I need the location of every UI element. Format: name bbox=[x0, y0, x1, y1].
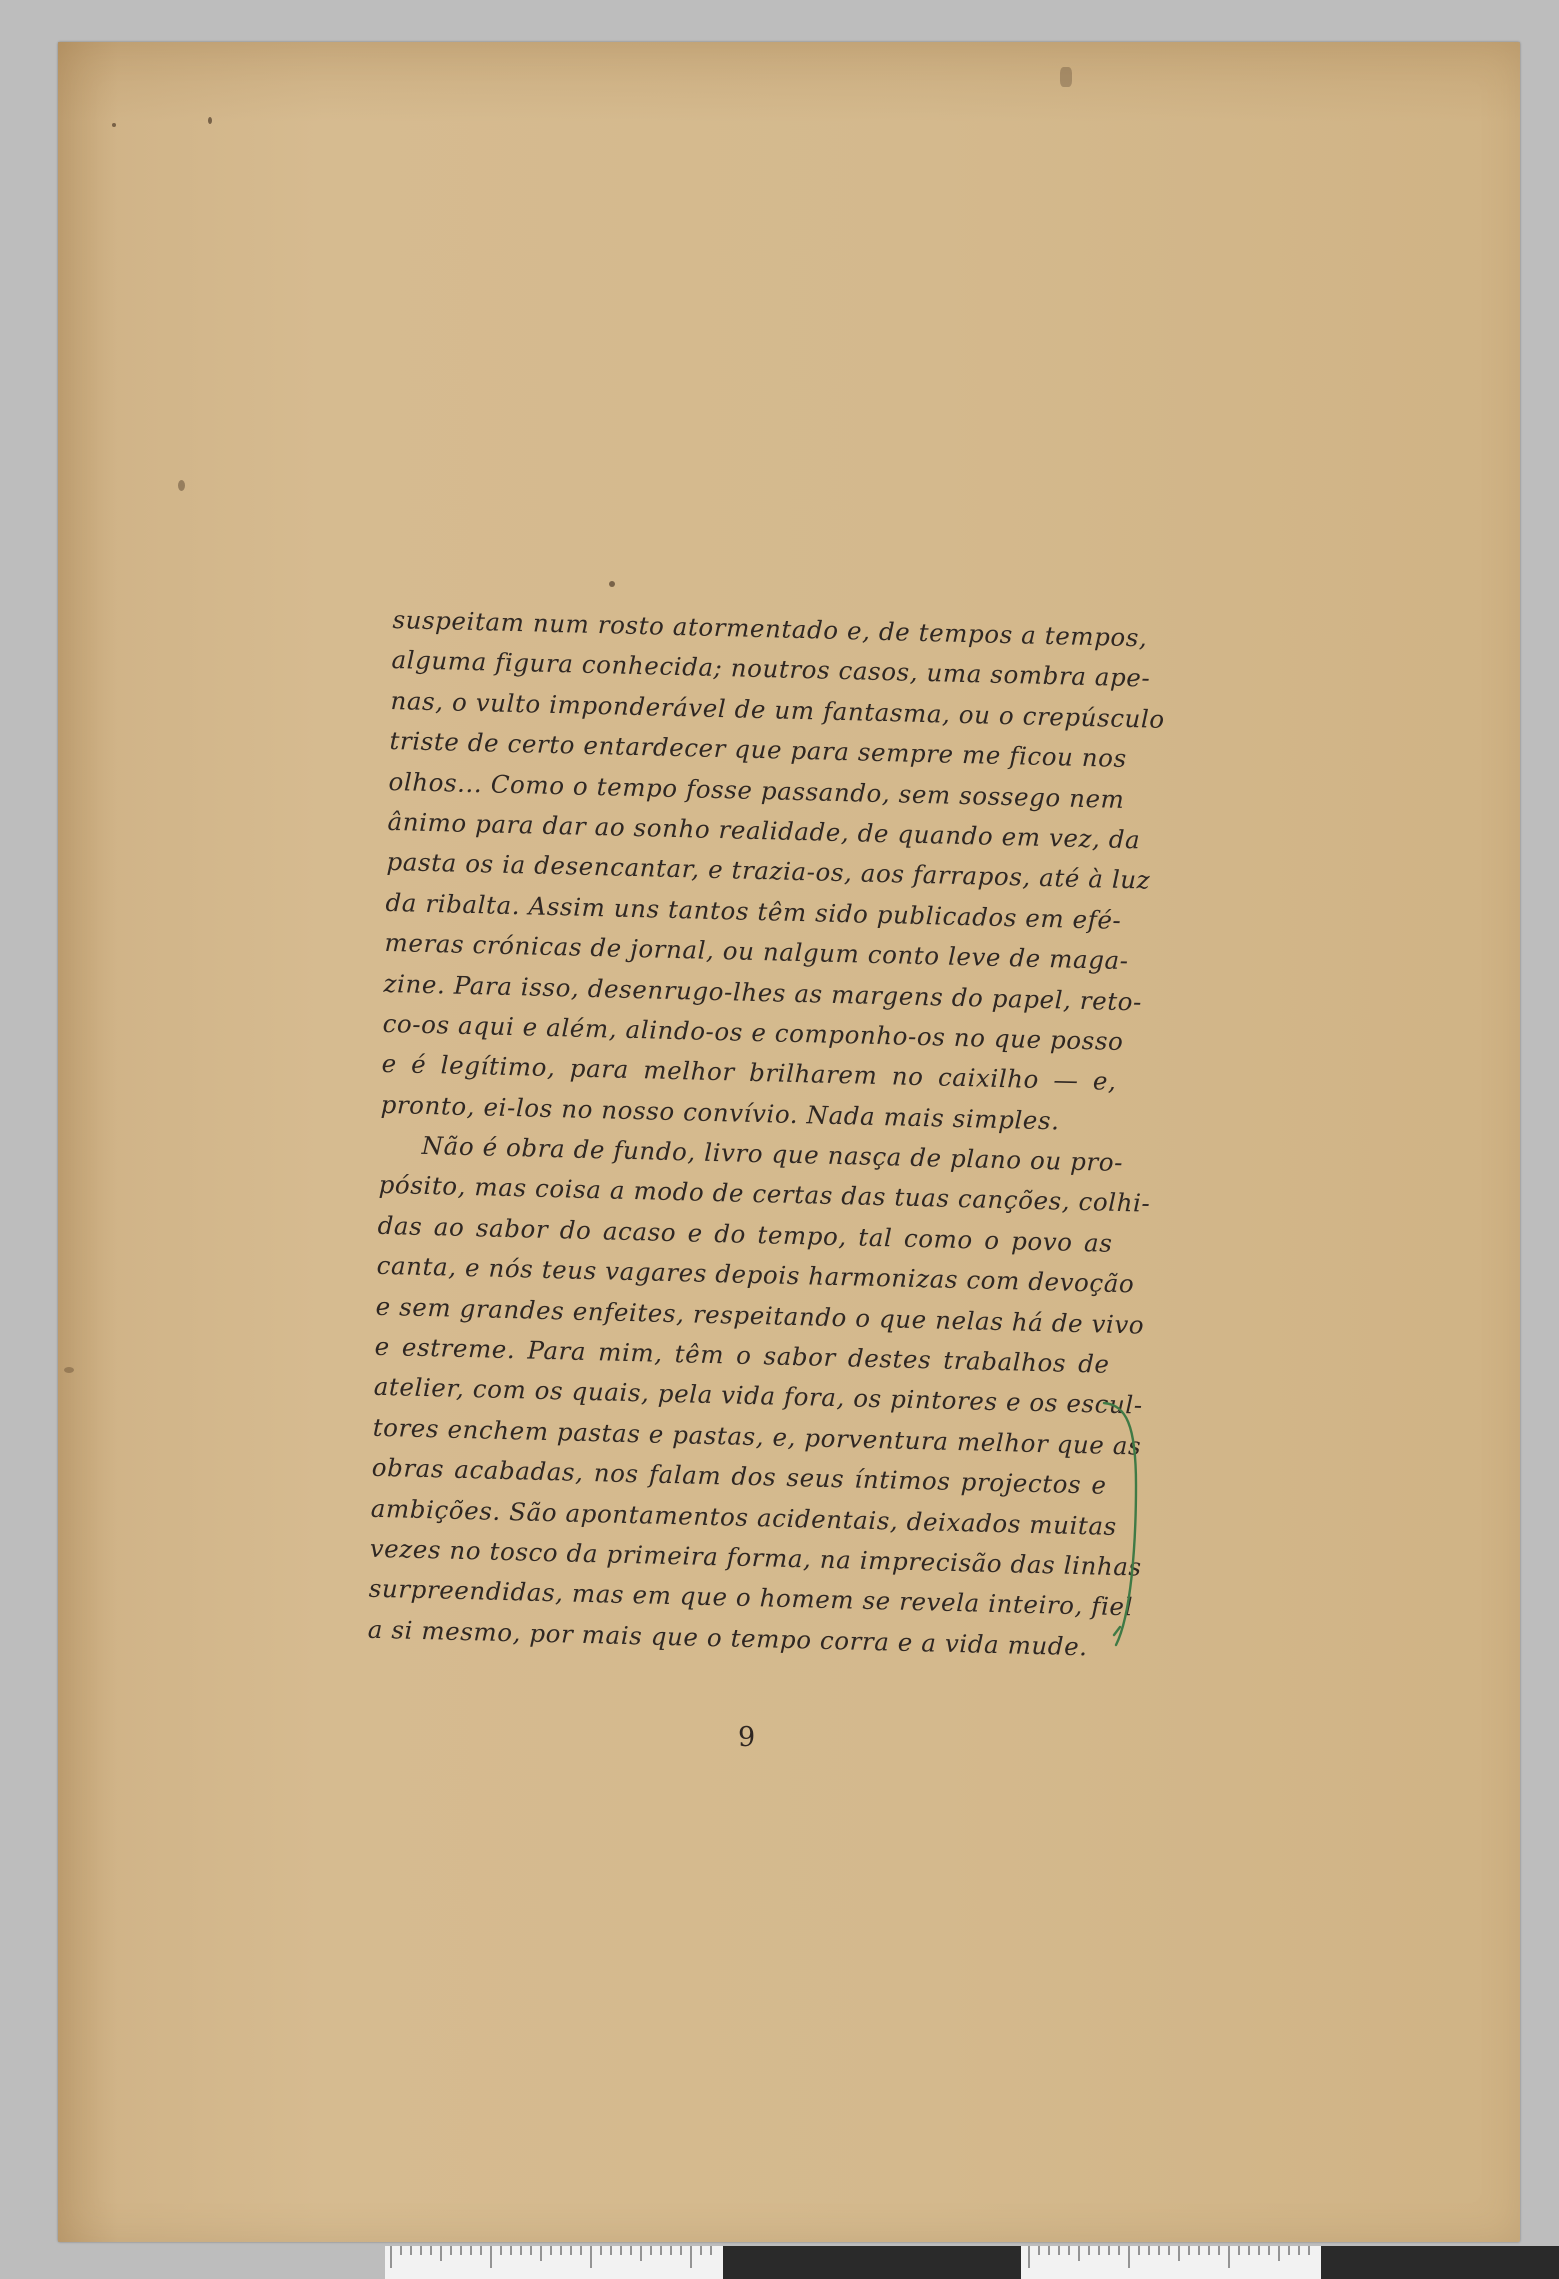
body-text bbox=[367, 600, 1166, 1668]
text-line: das ao sabor do acaso e do tempo, tal como o povo as bbox=[377, 1210, 1113, 1258]
page-number: 9 bbox=[738, 1722, 756, 1753]
text-line: vezes no tosco da primeira forma, na imprecisão das linhas bbox=[369, 1533, 1143, 1582]
text-line: ânimo para dar ao sonho realidade, de quando em vez, da bbox=[387, 806, 1141, 855]
text-line: nas, o vulto imponderável de um fantasma, ou o crepúsculo bbox=[390, 685, 1166, 734]
text-line: meras crónicas de jornal, ou nalgum conto leve de maga- bbox=[384, 928, 1129, 976]
text-line: da ribalta. Assim uns tantos têm sido publicados em efé- bbox=[385, 887, 1122, 935]
text-line: e sem grandes enfeites, respeitando o que nelas há de vivo bbox=[375, 1291, 1145, 1340]
text-line: co-os aqui e além, alindo-os e componho-os no que posso bbox=[382, 1008, 1124, 1056]
text-line: surpreendidas, mas em que o homem se revela inteiro, fiel bbox=[368, 1574, 1134, 1622]
text-line: olhos... Como o tempo fosse passando, sem sossego nem bbox=[388, 766, 1125, 814]
paper-speck bbox=[1060, 67, 1072, 87]
text-line: zine. Para isso, desenrugo-lhes as margens do papel, reto- bbox=[383, 968, 1143, 1016]
text-line: ambições. São apontamentos acidentais, deixados muitas bbox=[370, 1493, 1118, 1541]
paper-speck bbox=[112, 123, 116, 127]
text-line: suspeitam num rosto atormentado e, de tempos a tempos, bbox=[392, 604, 1148, 653]
text-line: a si mesmo, por mais que o tempo corra e a vida mude. bbox=[367, 1614, 1089, 1662]
ruler-scale bbox=[385, 2246, 1559, 2279]
text-line: tores enchem pastas e pastas, e, porventura melhor que as bbox=[372, 1412, 1142, 1461]
text-line: canta, e nós teus vagares depois harmonizas com devoção bbox=[376, 1251, 1135, 1299]
paper-speck bbox=[208, 117, 212, 124]
measurement-ruler bbox=[385, 2246, 1559, 2279]
paper-speck bbox=[178, 480, 185, 491]
text-line: triste de certo entardecer que para sempre me ficou nos bbox=[389, 726, 1128, 774]
text-line: alguma figura conhecida; noutros casos, uma sombra ape- bbox=[391, 645, 1151, 693]
text-line: pronto, ei-los no nosso convívio. Nada mais simples. bbox=[380, 1089, 1060, 1136]
text-line: pasta os ia desencantar, e trazia-os, aos farrapos, até à luz bbox=[386, 847, 1151, 895]
text-line: e estreme. Para mim, têm o sabor destes trabalhos de bbox=[374, 1331, 1110, 1379]
text-line: e é legítimo, para melhor brilharem no caixilho — e, bbox=[381, 1049, 1117, 1097]
text-line: atelier, com os quais, pela vida fora, os pintores e os escul- bbox=[373, 1372, 1144, 1420]
text-line: Não é obra de fundo, livro que nasça de plano ou pro- bbox=[421, 1130, 1124, 1178]
text-line: pósito, mas coisa a modo de certas das tuas canções, colhi- bbox=[378, 1170, 1151, 1219]
paper-speck bbox=[609, 581, 615, 587]
pencil-bracket-mark bbox=[1096, 1395, 1156, 1665]
paper-speck bbox=[64, 1367, 74, 1373]
text-line: obras acabadas, nos falam dos seus íntimos projectos e bbox=[371, 1452, 1107, 1500]
